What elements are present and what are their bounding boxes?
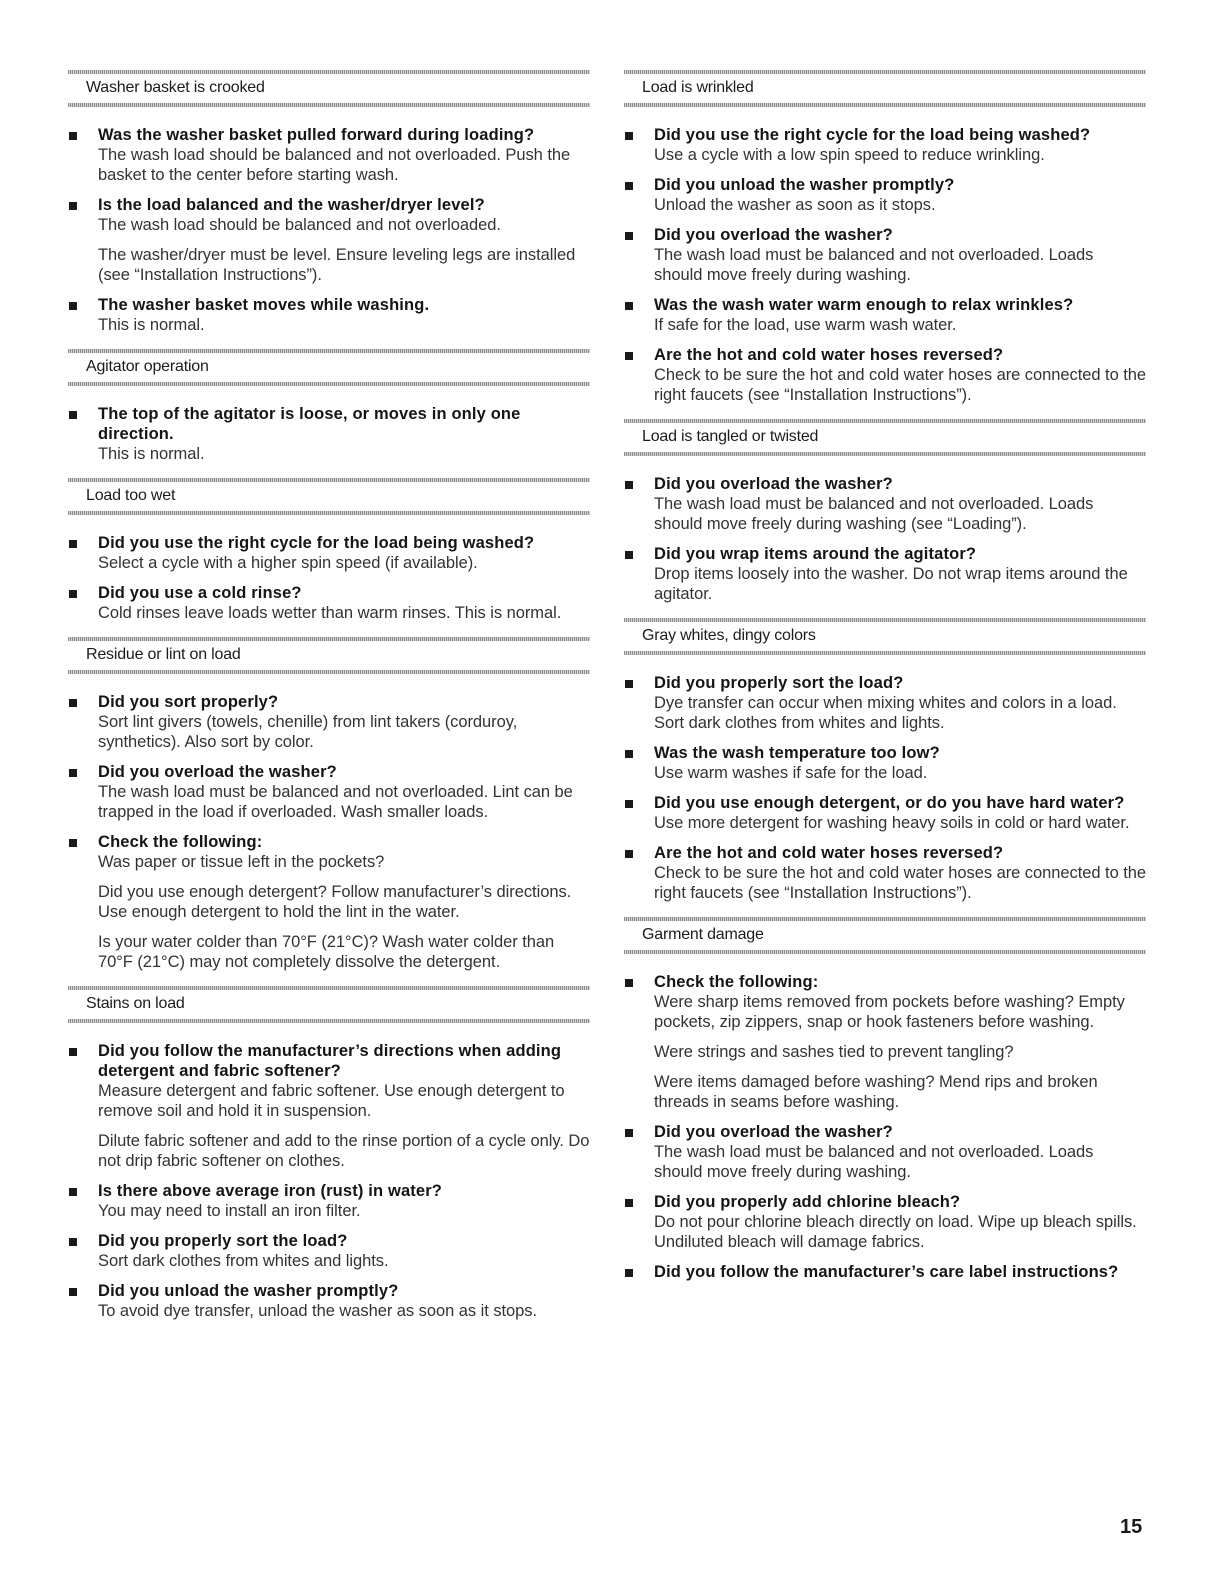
question-item	[68, 295, 590, 335]
square-bullet-icon	[625, 232, 633, 240]
square-bullet-icon	[625, 800, 633, 808]
square-bullet-icon	[625, 302, 633, 310]
section-heading: Load is tangled or twisted	[624, 417, 1146, 458]
square-bullet-icon	[69, 132, 77, 140]
question-text: Did you follow the manufacturer’s care label instructions?	[654, 1263, 1119, 1281]
question-text: Did you overload the washer?	[654, 226, 893, 244]
question-text: Did you follow the manufacturer’s directions when adding detergent and fabric softener?	[98, 1042, 562, 1080]
answer-text: This is normal.	[98, 445, 205, 463]
section-load-too-wet	[68, 476, 590, 623]
question-text: Is there above average iron (rust) in water?	[98, 1182, 443, 1200]
answer-text: This is normal.	[98, 316, 205, 334]
question-item	[624, 843, 1146, 903]
square-bullet-icon	[625, 481, 633, 489]
question-text: Did you overload the washer?	[98, 763, 337, 781]
answer-text: Use a cycle with a low spin speed to reduce wrinkling.	[654, 146, 1045, 164]
question-text: Was the wash water warm enough to relax wrinkles?	[654, 296, 1074, 314]
question-item	[68, 125, 590, 185]
question-text: Check the following:	[654, 973, 819, 991]
square-bullet-icon	[625, 1199, 633, 1207]
answer-text: Dilute fabric softener and add to the rinse portion of a cycle only. Do not drip fabric softener on clothes.	[98, 1132, 590, 1170]
answer-text: The wash load should be balanced and not overloaded. Push the basket to the center before starting wash.	[98, 146, 571, 184]
square-bullet-icon	[625, 680, 633, 688]
answer-text: Was paper or tissue left in the pockets?	[98, 853, 385, 871]
question-text: Are the hot and cold water hoses reversed?	[654, 844, 1004, 862]
square-bullet-icon	[625, 182, 633, 190]
section-heading: Agitator operation	[68, 347, 590, 388]
question-text: Did you unload the washer promptly?	[654, 176, 955, 194]
question-text: Was the wash temperature too low?	[654, 744, 940, 762]
answer-text: Were sharp items removed from pockets before washing? Empty pockets, zip zippers, snap or hook fasteners before washing.	[654, 993, 1125, 1031]
question-text: Did you properly add chlorine bleach?	[654, 1193, 961, 1211]
square-bullet-icon	[625, 979, 633, 987]
section-stains-on-load	[68, 984, 590, 1321]
section-heading: Garment damage	[624, 915, 1146, 956]
question-item	[68, 195, 590, 285]
question-item	[624, 1262, 1146, 1282]
section-load-is-wrinkled	[624, 68, 1146, 405]
answer-text: Measure detergent and fabric softener. Use enough detergent to remove soil and hold it in suspension.	[98, 1082, 565, 1120]
square-bullet-icon	[625, 551, 633, 559]
square-bullet-icon	[625, 352, 633, 360]
answer-text: Do not pour chlorine bleach directly on load. Wipe up bleach spills. Undiluted bleach will damage fabrics.	[654, 1213, 1137, 1251]
square-bullet-icon	[625, 850, 633, 858]
answer-text: Unload the washer as soon as it stops.	[654, 196, 936, 214]
section-heading: Residue or lint on load	[68, 635, 590, 676]
question-item	[624, 743, 1146, 783]
question-item	[624, 972, 1146, 1112]
question-text: The top of the agitator is loose, or moves in only one direction.	[98, 405, 521, 443]
question-text: Did you properly sort the load?	[98, 1232, 348, 1250]
question-item	[624, 544, 1146, 604]
answer-text: The wash load must be balanced and not overloaded. Loads should move freely during washing.	[654, 246, 1094, 284]
square-bullet-icon	[69, 411, 77, 419]
section-heading: Load too wet	[68, 476, 590, 517]
question-text: Did you properly sort the load?	[654, 674, 904, 692]
question-item	[68, 583, 590, 623]
question-text: Did you unload the washer promptly?	[98, 1282, 399, 1300]
answer-text: To avoid dye transfer, unload the washer as soon as it stops.	[98, 1302, 538, 1320]
question-text: Was the washer basket pulled forward during loading?	[98, 126, 535, 144]
question-item	[624, 673, 1146, 733]
question-text: Did you sort properly?	[98, 693, 279, 711]
question-text: Did you use enough detergent, or do you have hard water?	[654, 794, 1125, 812]
question-text: Check the following:	[98, 833, 263, 851]
question-item	[624, 225, 1146, 285]
question-item	[624, 1122, 1146, 1182]
question-item	[624, 345, 1146, 405]
question-text: Did you use a cold rinse?	[98, 584, 302, 602]
answer-text: Were items damaged before washing? Mend rips and broken threads in seams before washing.	[654, 1073, 1098, 1111]
square-bullet-icon	[69, 302, 77, 310]
right-column	[624, 68, 1146, 1294]
question-item	[624, 175, 1146, 215]
square-bullet-icon	[625, 1129, 633, 1137]
square-bullet-icon	[69, 540, 77, 548]
question-text: Did you use the right cycle for the load being washed?	[654, 126, 1091, 144]
answer-text: Use warm washes if safe for the load.	[654, 764, 928, 782]
answer-text: Check to be sure the hot and cold water hoses are connected to the right faucets (see “Installation Instructions”).	[654, 366, 1147, 404]
question-text: Are the hot and cold water hoses reversed?	[654, 346, 1004, 364]
answer-text: The wash load should be balanced and not overloaded.	[98, 216, 501, 234]
question-item	[68, 533, 590, 573]
question-item	[68, 1281, 590, 1321]
question-text: Is the load balanced and the washer/dryer level?	[98, 196, 485, 214]
question-item	[624, 474, 1146, 534]
square-bullet-icon	[625, 132, 633, 140]
square-bullet-icon	[69, 1188, 77, 1196]
section-heading: Stains on load	[68, 984, 590, 1025]
answer-text: Is your water colder than 70°F (21°C)? Wash water colder than 70°F (21°C) may not completely dissolve the detergent.	[98, 933, 555, 971]
square-bullet-icon	[69, 1288, 77, 1296]
question-item	[68, 692, 590, 752]
question-text: Did you use the right cycle for the load being washed?	[98, 534, 535, 552]
answer-text: Use more detergent for washing heavy soils in cold or hard water.	[654, 814, 1130, 832]
answer-text: The wash load must be balanced and not overloaded. Loads should move freely during washing.	[654, 1143, 1094, 1181]
answer-text: Check to be sure the hot and cold water hoses are connected to the right faucets (see “Installation Instructions”).	[654, 864, 1147, 902]
square-bullet-icon	[625, 750, 633, 758]
square-bullet-icon	[69, 1238, 77, 1246]
answer-text: If safe for the load, use warm wash water.	[654, 316, 957, 334]
answer-text: Drop items loosely into the washer. Do not wrap items around the agitator.	[654, 565, 1128, 603]
question-item	[68, 1181, 590, 1221]
answer-text: Did you use enough detergent? Follow manufacturer’s directions. Use enough detergent to hold the lint in the water.	[98, 883, 572, 921]
square-bullet-icon	[69, 202, 77, 210]
answer-text: You may need to install an iron filter.	[98, 1202, 361, 1220]
question-text: Did you wrap items around the agitator?	[654, 545, 977, 563]
question-item	[68, 832, 590, 972]
answer-text: The washer/dryer must be level. Ensure leveling legs are installed (see “Installation Instructions”).	[98, 246, 576, 284]
answer-text: The wash load must be balanced and not overloaded. Lint can be trapped in the load if overloaded. Wash smaller loads.	[98, 783, 573, 821]
answer-text: Cold rinses leave loads wetter than warm rinses. This is normal.	[98, 604, 562, 622]
answer-text: Sort dark clothes from whites and lights.	[98, 1252, 389, 1270]
section-residue-or-lint-on-load	[68, 635, 590, 972]
square-bullet-icon	[69, 699, 77, 707]
answer-text: The wash load must be balanced and not overloaded. Loads should move freely during washing (see “Loading”).	[654, 495, 1094, 533]
page-number: 15	[1120, 1516, 1143, 1538]
section-heading: Gray whites, dingy colors	[624, 616, 1146, 657]
section-heading: Washer basket is crooked	[68, 68, 590, 109]
question-text: The washer basket moves while washing.	[98, 296, 430, 314]
question-item	[68, 404, 590, 464]
square-bullet-icon	[625, 1269, 633, 1277]
square-bullet-icon	[69, 769, 77, 777]
section-washer-basket-is-crooked	[68, 68, 590, 335]
question-item	[624, 1192, 1146, 1252]
question-item	[68, 762, 590, 822]
question-text: Did you overload the washer?	[654, 1123, 893, 1141]
answer-text: Were strings and sashes tied to prevent tangling?	[654, 1043, 1014, 1061]
section-load-is-tangled-or-twisted	[624, 417, 1146, 604]
question-item	[624, 295, 1146, 335]
question-item	[624, 125, 1146, 165]
answer-text: Dye transfer can occur when mixing whites and colors in a load. Sort dark clothes from whites and lights.	[654, 694, 1117, 732]
square-bullet-icon	[69, 590, 77, 598]
section-garment-damage	[624, 915, 1146, 1282]
question-item	[68, 1231, 590, 1271]
section-heading: Load is wrinkled	[624, 68, 1146, 109]
left-column	[68, 68, 590, 1333]
square-bullet-icon	[69, 839, 77, 847]
question-item	[624, 793, 1146, 833]
answer-text: Select a cycle with a higher spin speed (if available).	[98, 554, 478, 572]
section-gray-whites-dingy-colors	[624, 616, 1146, 903]
section-agitator-operation	[68, 347, 590, 464]
question-item	[68, 1041, 590, 1171]
square-bullet-icon	[69, 1048, 77, 1056]
question-text: Did you overload the washer?	[654, 475, 893, 493]
answer-text: Sort lint givers (towels, chenille) from lint takers (corduroy, synthetics). Also sort by color.	[98, 713, 518, 751]
